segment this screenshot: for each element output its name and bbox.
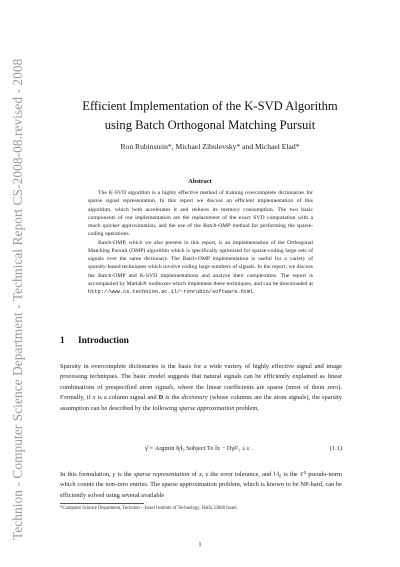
section-number: 1 bbox=[60, 336, 65, 346]
authors: Ron Rubinstein*, Michael Zibulevsky* and Michael Elad* bbox=[120, 142, 300, 151]
para1-text-a: Sparsity in overcomplete dictionaries is the basis for a wide variety of highly effective signal and image processing techniques. The basic model suggests that natural signals can be efficiently explained as linear combinations of prespecified bbox=[60, 363, 342, 391]
para2-emphasis-sparse-representation: sparse representation bbox=[133, 471, 190, 478]
equation-number: (1.1) bbox=[329, 445, 342, 452]
para2-symbol-x: x bbox=[199, 471, 202, 478]
para2-symbol-gamma: γ bbox=[112, 471, 116, 478]
para1-symbol-x: x bbox=[92, 394, 96, 402]
abstract-p1-text: The K-SVD algorithm is a highly effective method of training overcomplete dictionaries for sparse signal representation. In this report we discuss an efficient implementation of this algorithm, which both accelerates it and reduces its memory consumption. The two basic components of our implementation are the replacement of the exact SVD computation with a much quicker approximation, and the use of the bbox=[88, 190, 313, 229]
intro-paragraph-1 bbox=[60, 362, 342, 414]
footnote-rule bbox=[60, 503, 144, 504]
abstract-p2-text: Batch-OMP, which we also present in this report, is an implementation of the Orthogonal Matching Pursuit (OMP) algorithm which is specifically optimized for sparse-coding large sets of signals over the same dictionary. The Batch-OMP implementation is useful for a variety of sparsity-based techniques which involve coding large numbers of signals. In the report, we discuss the Batch-OMP and K-SVD implementations and analyze their complexities. The report is accompanied by Matlab® toolboxes which implement these techniques, and can be downloaded at bbox=[88, 239, 313, 287]
para1-text-d: is the bbox=[165, 394, 180, 402]
para1-emphasis-atoms: atom signals bbox=[139, 383, 174, 391]
abstract-paragraph-1 bbox=[88, 189, 313, 239]
title-line-2: using Batch Orthogonal Matching Pursuit bbox=[104, 118, 316, 132]
para1-text-c: is a column signal and bbox=[97, 394, 157, 402]
para1-text-f: problem, bbox=[236, 404, 259, 412]
equation-body: γ̂ = Argmin ‖γ‖₀ Subject To ‖x − Dγ‖²₂ ≤ ε . bbox=[145, 445, 253, 452]
para2-text-b: is the bbox=[117, 471, 132, 478]
para2-text-a: In this formulation, bbox=[60, 471, 111, 478]
abstract-p1-end: method for performing the sparse-coding operations. bbox=[88, 223, 314, 238]
footnote: *Computer Science Department, Technion – Israel Institute of Technology, Haifa 32000 Israel. bbox=[60, 506, 238, 511]
section-heading bbox=[60, 336, 129, 346]
para2-text-c: of bbox=[191, 471, 197, 478]
para1-text-b: , where the linear coefficients are sparse (most of them zero). Formally, if bbox=[60, 383, 342, 402]
abstract-paragraph-2 bbox=[88, 239, 313, 297]
abstract-heading: Abstract bbox=[188, 178, 212, 185]
para1-symbol-D: D bbox=[158, 394, 164, 402]
side-stamp-text: Technion - Computer Science Department - Technical Report CS-2008-08.revised - 2008 bbox=[10, 58, 25, 540]
para1-text-e: (whose columns are the atom signals), the sparsity assumption can be described by the following bbox=[60, 394, 342, 412]
para2-text-d: , ε the error tolerance, and ‖·‖₀ is the ℓ⁰ pseudo-norm which counts the non-zero entries. The sparse approximation problem, which is known to be NP-hard, can be efficiently solved using several available bbox=[60, 471, 342, 499]
para1-emphasis-dictionary: dictionary bbox=[181, 394, 208, 402]
side-stamp bbox=[0, 0, 25, 567]
section-title: Introduction bbox=[78, 336, 129, 346]
para1-emphasis-sparse-approximation: sparse approximation bbox=[178, 404, 235, 412]
equation-1-1 bbox=[60, 445, 342, 457]
abstract-p1-emphasis: Batch-OMP bbox=[203, 223, 231, 229]
intro-paragraph-2 bbox=[60, 470, 342, 501]
abstract-p2-end: . bbox=[253, 289, 255, 295]
page-number: 1 bbox=[198, 541, 202, 548]
paper-title bbox=[60, 97, 360, 135]
software-url[interactable]: http://www.cs.technion.ac.il/~ronrubin/software.html bbox=[88, 289, 254, 295]
abstract bbox=[88, 189, 313, 296]
title-line-1: Efficient Implementation of the K-SVD Algorithm bbox=[82, 99, 338, 113]
